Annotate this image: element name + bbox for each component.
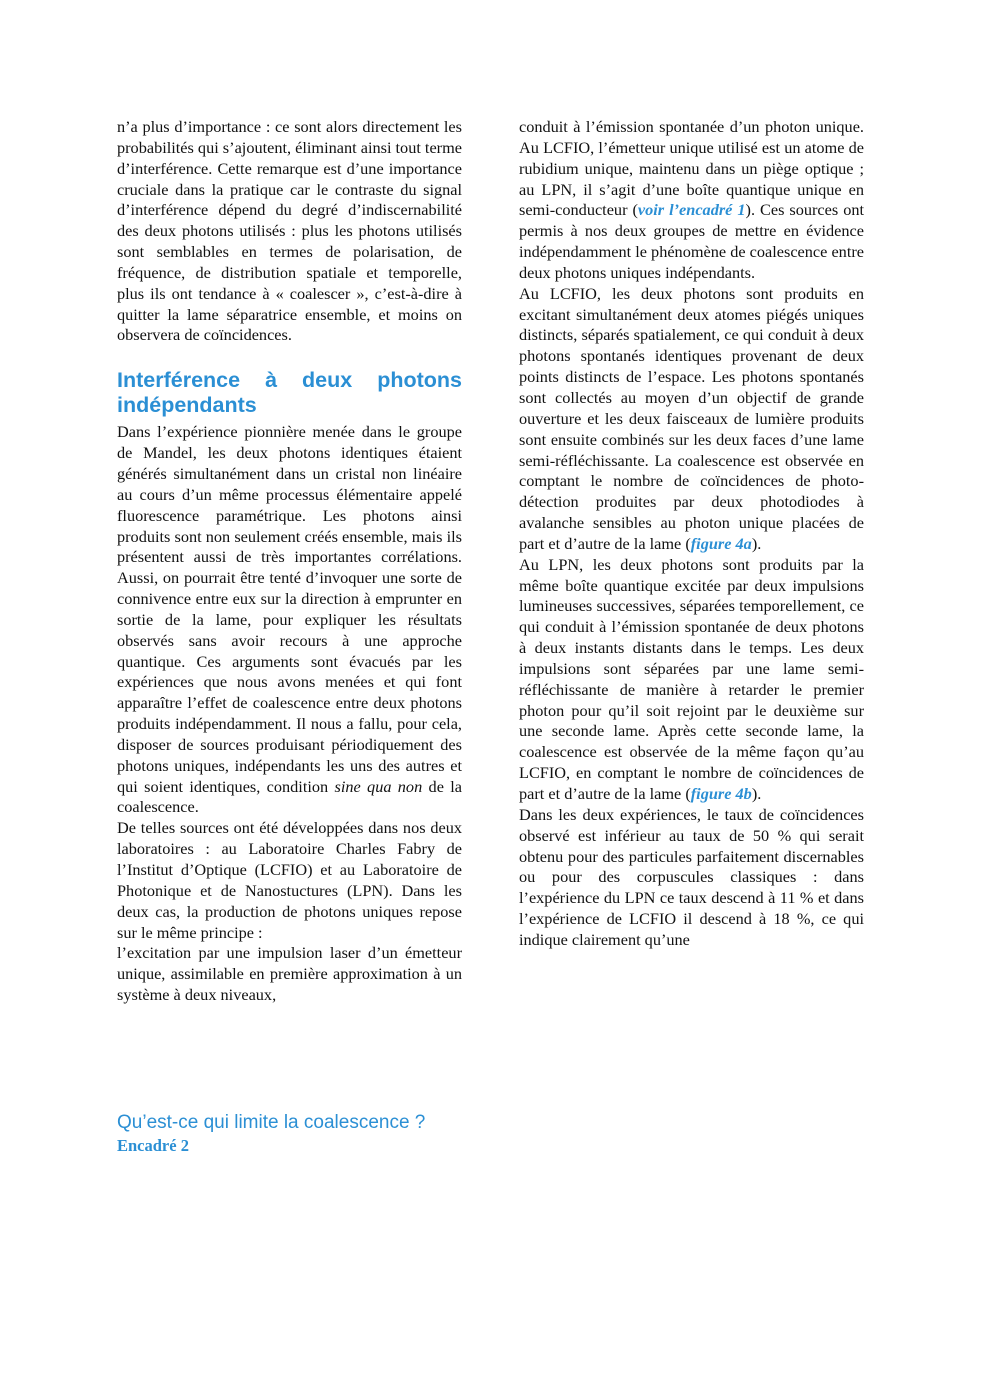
paragraph-coincidence-rates: Dans les deux expériences, le taux de coïncidences observé est inférieur au taux de 50 % qui serait obtenu pour des particules parfaitement discernables ou pour des corpuscules classiques : dans l’expérience du LPN ce taux descend à 11 % et dans l’expérience de LCFIO il descend à 18 %, ce qui indique clairement qu’une <box>519 804 864 949</box>
paragraph-text-end: ). <box>751 533 762 553</box>
paragraph-text-end: ). <box>751 784 762 803</box>
box-title: Qu’est-ce qui limite la coalescence ? <box>117 1112 426 1133</box>
figure-4a-link[interactable]: figure 4a <box>690 533 752 553</box>
italic-phrase: sine qua non <box>334 776 423 796</box>
left-column <box>117 117 462 1006</box>
paragraph-text: Au LPN, les deux photons sont produits par la même boîte quantique excitée par deux impulsions lumineuses successives, séparées temporellement, ce qui conduit à l’émission spontanée de deux photons à deux instants distants dans le temps. Les deux impulsions sont séparées par une lame semi-réfléchissante de manière à retarder le premier photon pour qu’il soit rejoint par le deuxième sur une seconde lame. Après cette seconde lame, la coalescence est observée de la même façon qu’au LCFIO, en comptant le nombre de coïncidences de part et d’autre de la lame ( <box>519 554 864 803</box>
paragraph-indiscernability: n’a plus d’importance : ce sont alors directement les probabilités qui s’ajoutent, éliminant ainsi tout terme d’interférence. Cette remarque est d’une importance cruciale dans la pratique car le contraste du signal d’interférence dépend du degré d’indiscernabilité des deux photons utilisés : plus les photons utilisés sont semblables en termes de polarisation, de fréquence, de distribution spatiale et temporelle, plus ils ont tendance à « coalescer », c’est-à-dire à quitter la lame séparatrice ensemble, et moins on observera de coïncidences. <box>117 117 462 345</box>
paragraph-emission <box>519 117 864 284</box>
figure-4b-link[interactable]: figure 4b <box>690 784 752 803</box>
section-heading: Interférence à deux photons indépendants <box>117 368 462 418</box>
paragraph-lcfio <box>519 284 864 555</box>
paragraph-lpn <box>519 555 864 805</box>
right-column <box>519 117 864 951</box>
paragraph-text-end: de la coalescence. <box>117 776 462 817</box>
paragraph-text: Au LCFIO, les deux photons sont produits en excitant simultanément deux atomes piégés uniques distincts, séparés spatialement, ce qui conduit à deux photons spontanés identiques provenant de deux points distincts de l’espace. Les photons spontanés sont collectés au moyen d’un objectif de grande ouverture et les deux faisceaux de lumière produits sont ensuite combinés sur les deux faces d’une lame semi-réfléchissante. La coalescence est observée en comptant le nombre de coïncidences de photo-détection produites par deux photodiodes à avalanche sensibles au photon unique placées de part et d’autre de la lame ( <box>519 283 864 553</box>
box-reference-link[interactable]: voir l’encadré 1 <box>637 200 746 220</box>
paragraph-text: conduit à l’émission spontanée d’un photon unique. Au LCFIO, l’émetteur unique utilisé est un atome de rubidium unique, maintenu dans un piège optique ; au LPN, il s’agit d’une boîte quantique unique en semi-conducteur ( <box>519 117 864 220</box>
paragraph-text-end: ). Ces sources ont permis à nos deux groupes de mettre en évidence indépendamment le phénomène de coalescence entre deux photons uniques indépendants. <box>519 200 864 282</box>
paragraph-excitation: l’excitation par une impulsion laser d’un émetteur unique, assimilable en première approximation à un système à deux niveaux, <box>117 943 462 1005</box>
paragraph-text: Dans l’expérience pionnière menée dans le groupe de Mandel, les deux photons identiques étaient générés simultanément dans un cristal non linéaire au cours d’un même processus élémentaire appelé fluorescence paramétrique. Les photons ainsi produits sont non seulement créés ensemble, mais ils présentent aussi de très importantes corrélations. Aussi, on pourrait être tenté d’invoquer une sorte de connivence entre eux sur la direction à emprunter en sortie de la lame, pour expliquer les résultats observés sans avoir recours à une approche quantique. Ces arguments sont évacués par les expériences que nous avons menées et qui font apparaître l’effet de coalescence entre deux photons produits indépendamment. Il nous a fallu, pour cela, disposer de sources produisant périodiquement des photons uniques, indépendants les uns des autres et qui soient identiques, condition <box>117 422 462 796</box>
box-label: Encadré 2 <box>117 1136 189 1155</box>
paragraph-mandel-experiment <box>117 422 462 818</box>
paragraph-sources: De telles sources ont été développées dans nos deux laboratoires : au Laboratoire Charles Fabry de l’Institut d’Optique (LCFIO) et au Laboratoire de Photonique et de Nanostuctures (LPN). Dans les deux cas, la production de photons uniques repose sur le même principe : <box>117 818 462 942</box>
